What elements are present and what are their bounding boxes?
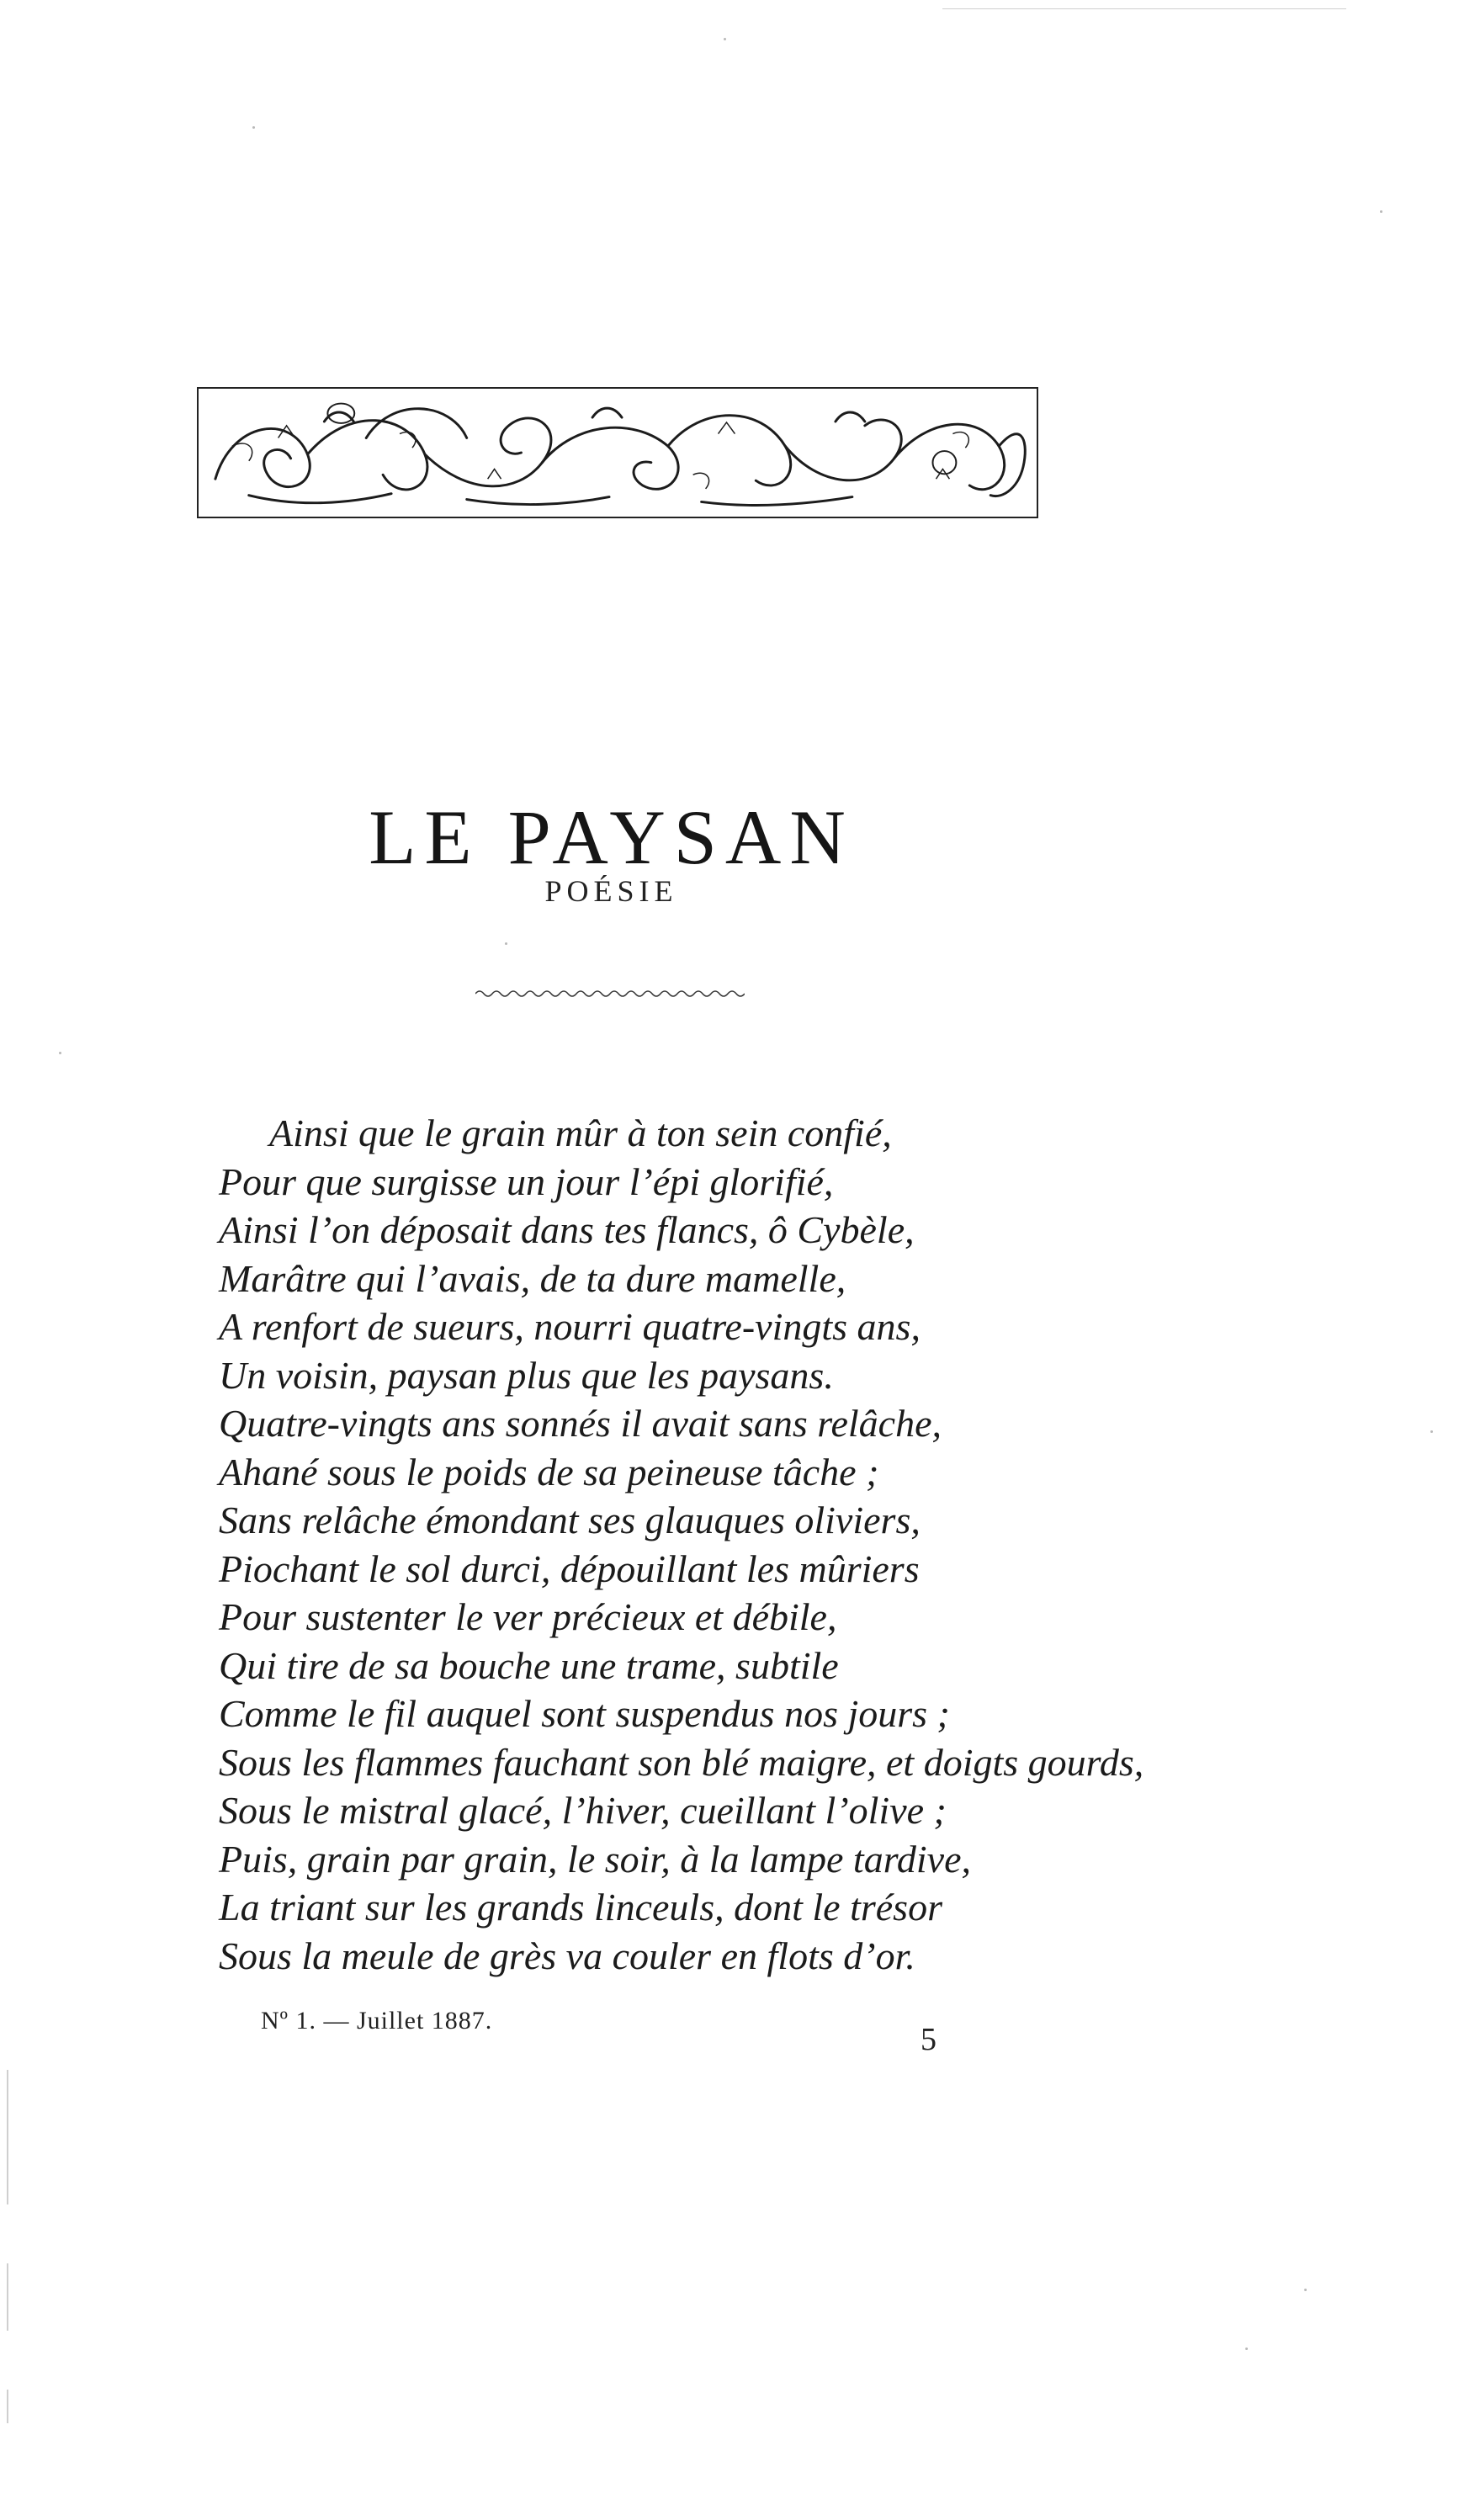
poem-line: Sous la meule de grès va couler en flots d’or. <box>219 1934 915 1977</box>
poem-line: Comme le fil auquel sont suspendus nos jours ; <box>219 1692 950 1735</box>
scan-speck <box>724 38 726 40</box>
scan-speck <box>505 942 507 945</box>
poem-line: Sous les flammes fauchant son blé maigre, et doigts gourds, <box>219 1740 1144 1784</box>
scan-speck <box>252 126 255 129</box>
poem-line: Quatre-vingts ans sonnés il avait sans relâche, <box>219 1402 942 1445</box>
poem-line: Ainsi l’on déposait dans tes flancs, ô Cybèle, <box>219 1208 915 1251</box>
poem-subtitle: POÉSIE <box>544 874 678 908</box>
poem-line: Marâtre qui l’avais, de ta dure mamelle, <box>219 1256 846 1300</box>
foliage-scroll-icon <box>199 389 1037 517</box>
scan-edge-mark <box>7 2263 8 2331</box>
poem-line: Ainsi que le grain mûr à ton sein confié, <box>269 1111 892 1154</box>
poem-line: Puis, grain par grain, le soir, à la lampe tardive, <box>219 1837 972 1881</box>
scan-speck <box>1245 2348 1248 2350</box>
wavy-rule-ornament <box>475 986 745 1001</box>
scan-speck <box>1430 1430 1433 1433</box>
scan-edge-mark <box>942 8 1346 9</box>
poem-line: Sans relâche émondant ses glauques oliviers, <box>219 1499 921 1541</box>
poem-line: A renfort de sueurs, nourri quatre-vingts ans, <box>219 1305 921 1348</box>
issue-footnote: Nº 1. — Juillet 1887. <box>261 2007 493 2035</box>
poem-line: Pour sustenter le ver précieux et débile, <box>219 1595 837 1638</box>
poem-text <box>219 1109 1228 1980</box>
scan-speck <box>1304 2289 1307 2291</box>
poem-line: Pour que surgisse un jour l’épi glorifié, <box>219 1159 834 1203</box>
poem-line: Sous le mistral glacé, l’hiver, cueillant l’olive ; <box>219 1789 947 1832</box>
poem-line: Ahané sous le poids de sa peineuse tâche ; <box>219 1450 879 1493</box>
scan-edge-mark <box>7 2390 8 2423</box>
poem-line: Un voisin, paysan plus que les paysans. <box>219 1353 834 1397</box>
poem-title: LE PAYSAN <box>369 793 854 880</box>
poem-line: La triant sur les grands linceuls, dont le trésor <box>219 1886 942 1928</box>
scan-edge-mark <box>7 2070 8 2204</box>
scan-speck <box>1380 210 1382 213</box>
poem-line: Qui tire de sa bouche une trame, subtile <box>219 1643 839 1687</box>
poem-line: Piochant le sol durci, dépouillant les mûriers <box>219 1546 920 1590</box>
page-number: 5 <box>921 2022 936 2057</box>
ornament-headpiece <box>197 387 1038 518</box>
scan-speck <box>59 1052 61 1054</box>
